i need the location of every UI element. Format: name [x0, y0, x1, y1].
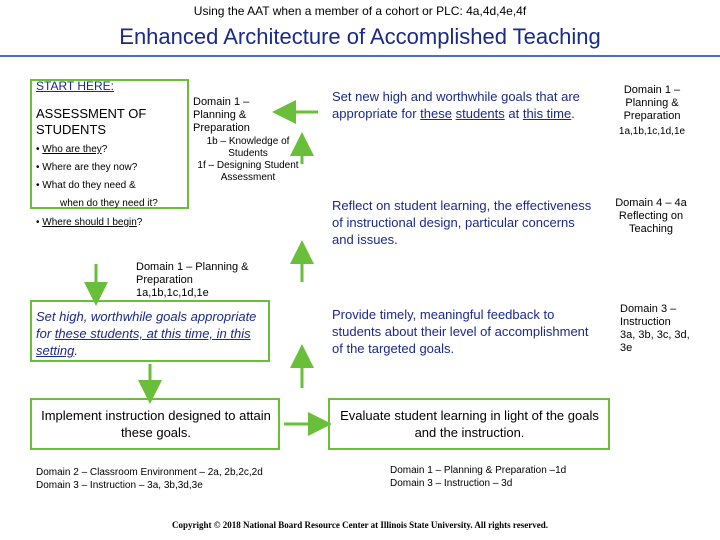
page-caption: Using the AAT when a member of a cohort or PLC: 4a,4d,4e,4f	[193, 4, 527, 18]
domain-right-3-codes: 3a, 3b, 3c, 3d, 3e	[620, 329, 690, 354]
domain-planning-top-title: Domain 1 – Planning & Preparation	[193, 96, 250, 134]
domain-right-1-codes: 1a,1b,1c,1d,1e	[618, 126, 686, 137]
start-here-label: START HERE:	[36, 79, 115, 93]
new-goals-this-time: this time	[522, 106, 572, 121]
domain-right-1-title: Domain 1 – Planning & Preparation	[623, 84, 681, 122]
assessment-heading: ASSESSMENT OF STUDENTS	[36, 106, 147, 137]
bottom-left-domain-3: Domain 3 – Instruction – 3a, 3b,3d,3e	[36, 480, 203, 491]
set-goals-pre: Set high, worthwhile goals appropriate for	[36, 309, 257, 341]
question-where-now: • Where are they now?	[36, 162, 138, 173]
period: .	[74, 343, 78, 358]
domain-planning-1b: 1b – Knowledge of Students	[206, 136, 290, 159]
set-goals-underlined: these students, at this time, in this setting	[36, 326, 251, 358]
domain-right-3-title: Domain 3 – Instruction	[620, 303, 677, 328]
page-title: Enhanced Architecture of Accomplished Teaching	[119, 24, 601, 49]
domain-planning-mid-codes: 1a,1b,1c,1d,1e	[136, 287, 209, 299]
domain-right-4-title: Domain 4 – 4a Reflecting on Teaching	[615, 197, 687, 235]
period: .	[571, 106, 575, 121]
bullet-mark: •	[36, 217, 43, 228]
question-what-need: • What do they need &	[36, 180, 136, 191]
bottom-right-domain-3: Domain 3 – Instruction – 3d	[390, 478, 513, 489]
new-goals-these: these	[420, 106, 452, 121]
domain-planning-1f: 1f – Designing Student Assessment	[197, 160, 299, 183]
reflect-text: Reflect on student learning, the effectiveness of instructional design, particular concerns and issues.	[332, 198, 592, 247]
bottom-right-domain-1: Domain 1 – Planning & Preparation –1d	[390, 465, 567, 476]
question-who-link: Who are they	[42, 144, 102, 155]
bullet-mark: •	[36, 144, 43, 155]
evaluate-text: Evaluate student learning in light of the goals and the instruction.	[340, 408, 599, 440]
question-mark: ?	[136, 217, 143, 228]
new-goals-students: students	[455, 106, 505, 121]
new-goals-at: at	[504, 106, 523, 121]
bottom-left-domain-2: Domain 2 – Classroom Environment – 2a, 2b,2c,2d	[36, 467, 263, 478]
question-begin-link: Where should I begin	[42, 217, 137, 228]
question-when-need: when do they need it?	[60, 198, 158, 209]
implement-text: Implement instruction designed to attain these goals.	[41, 408, 271, 440]
feedback-text: Provide timely, meaningful feedback to students about their level of accomplishment of the targeted goals.	[332, 307, 589, 356]
copyright-notice: Copyright © 2018 National Board Resource Center at Illinois State University. All rights reserved.	[172, 520, 548, 530]
new-goals-pre: Set new high and worthwhile goals that are appropriate for	[332, 89, 580, 121]
domain-planning-mid-title: Domain 1 – Planning & Preparation	[136, 261, 249, 286]
question-mark: ?	[101, 144, 108, 155]
